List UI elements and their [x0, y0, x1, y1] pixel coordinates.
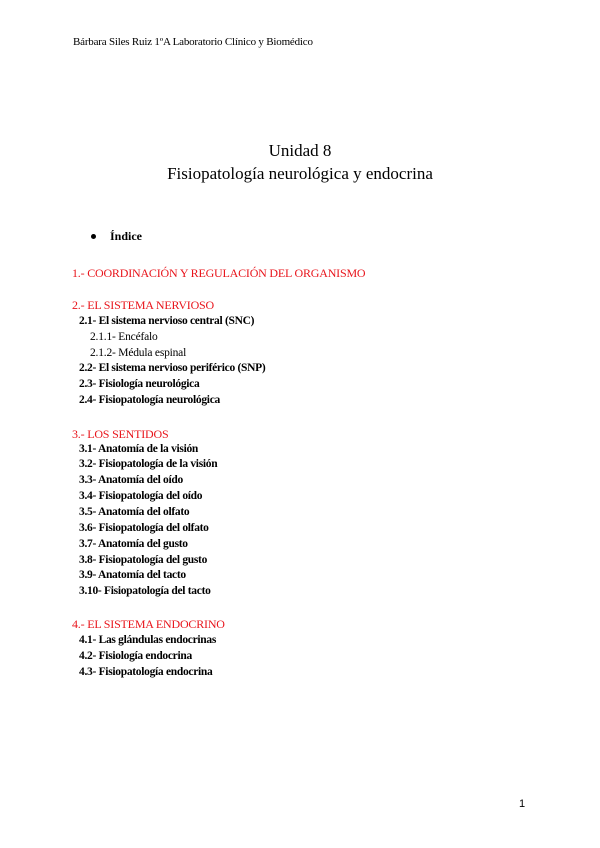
toc-item: 3.7- Anatomía del gusto — [79, 538, 188, 550]
unit-title: Unidad 8 — [268, 141, 332, 160]
toc-item: 3.5- Anatomía del olfato — [79, 506, 190, 518]
index-label: Índice — [110, 229, 143, 243]
section-heading: 4.- EL SISTEMA ENDOCRINO — [72, 617, 225, 631]
toc-item: 3.10- Fisiopatología del tacto — [79, 585, 211, 597]
bullet-icon — [91, 234, 96, 239]
section-heading: 2.- EL SISTEMA NERVIOSO — [72, 298, 214, 312]
toc-item: 3.4- Fisiopatología del oído — [79, 490, 203, 502]
toc-item: 3.9- Anatomía del tacto — [79, 569, 186, 581]
toc-item: 4.1- Las glándulas endocrinas — [79, 634, 216, 646]
toc-item: 3.6- Fisiopatología del olfato — [79, 522, 209, 534]
toc-item: 2.2- El sistema nervioso periférico (SNP) — [79, 362, 266, 374]
section-heading: 1.- COORDINACIÓN Y REGULACIÓN DEL ORGANISMO — [72, 266, 366, 280]
toc-item: 3.8- Fisiopatología del gusto — [79, 554, 208, 566]
toc-item: 2.3- Fisiología neurológica — [79, 378, 200, 390]
page-number: 1 — [519, 798, 526, 810]
toc-item: 4.2- Fisiología endocrina — [79, 650, 192, 662]
unit-subtitle: Fisiopatología neurológica y endocrina — [167, 164, 433, 183]
toc-item: 4.3- Fisiopatología endocrina — [79, 666, 213, 678]
index-heading — [91, 229, 142, 244]
toc-item: 3.1- Anatomía de la visión — [79, 443, 199, 455]
section-heading: 3.- LOS SENTIDOS — [72, 427, 169, 441]
page-header: Bárbara Siles Ruiz 1ºA Laboratorio Clínico y Biomédico — [73, 36, 313, 48]
toc-item: 3.2- Fisiopatología de la visión — [79, 458, 218, 470]
toc-item: 2.4- Fisiopatología neurológica — [79, 394, 220, 406]
toc-item: 3.3- Anatomía del oído — [79, 474, 183, 486]
toc-item: 2.1- El sistema nervioso central (SNC) — [79, 315, 255, 327]
toc-subitem: 2.1.1- Encéfalo — [90, 331, 158, 343]
toc-subitem: 2.1.2- Médula espinal — [90, 347, 187, 359]
